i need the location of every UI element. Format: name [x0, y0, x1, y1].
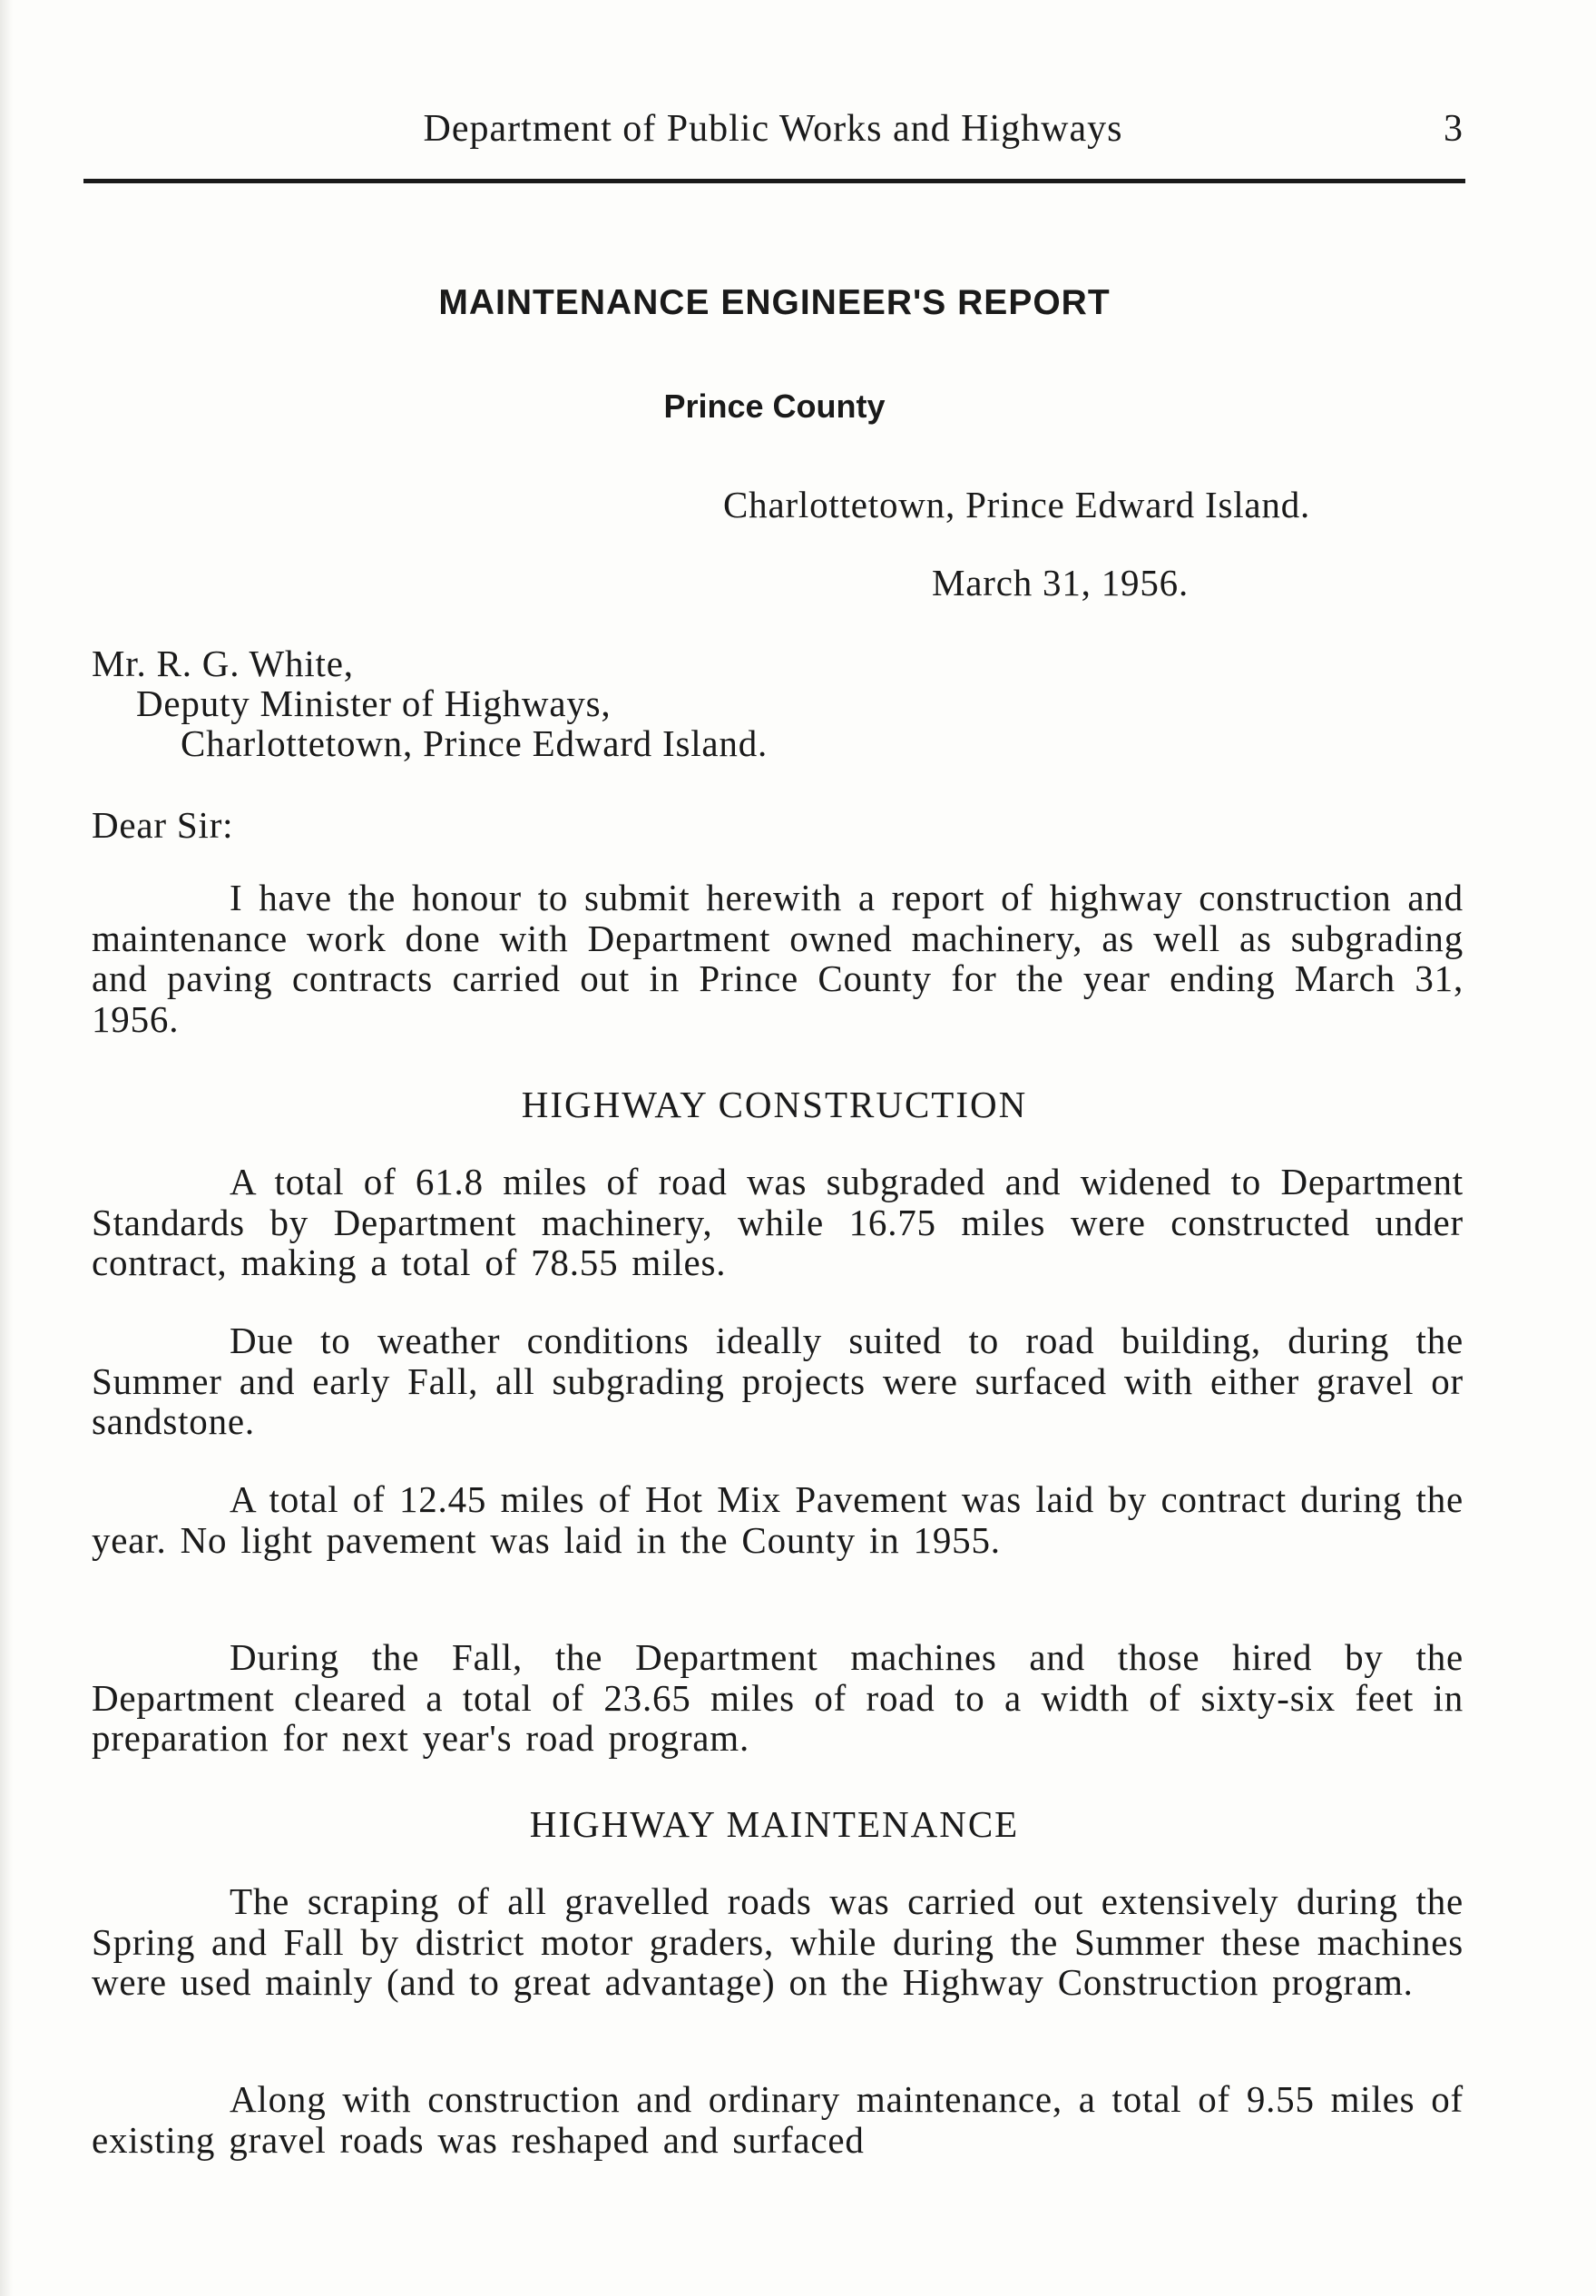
header-rule: [83, 179, 1465, 183]
running-title: Department of Public Works and Highways: [423, 108, 1123, 150]
maintenance-paragraph: Along with construction and ordinary maintenance, a total of 9.55 miles of existing gravel roads was reshaped and surfaced: [92, 2078, 1464, 2161]
addressee-name: Mr. R. G. White,: [92, 643, 354, 684]
running-header: [83, 107, 1463, 162]
maintenance-paragraph: The scraping of all gravelled roads was carried out extensively during the Spring and Fall by district motor graders, while during the Summer these machines were used mainly (and to great advantage) on the Highway Construction program.: [92, 1880, 1464, 2003]
section-heading-construction: HIGHWAY CONSTRUCTION: [521, 1084, 1028, 1125]
construction-paragraph: During the Fall, the Department machines and those hired by the Department cleared a total of 23.65 miles of road to a width of sixty-six feet in preparation for next year's road program.: [92, 1636, 1464, 1759]
page-edge-shadow: [0, 0, 13, 2296]
construction-paragraph: Due to weather conditions ideally suited to road building, during the Summer and early Fall, all subgrading projects were surfaced with either gravel or sandstone.: [92, 1320, 1464, 1442]
intro-paragraph: I have the honour to submit herewith a report of highway construction and maintenance work done with Department owned machinery, as well as subgrading and paving contracts carried out in Prince County for the year ending March 31, 1956.: [92, 877, 1464, 1040]
addressee-location: Charlottetown, Prince Edward Island.: [181, 722, 769, 764]
dateline-date: March 31, 1956.: [932, 562, 1190, 603]
report-title: MAINTENANCE ENGINEER'S REPORT: [438, 283, 1111, 322]
salutation: Dear Sir:: [92, 804, 234, 846]
addressee-title: Deputy Minister of Highways,: [136, 682, 612, 724]
page-number: 3: [1444, 108, 1463, 150]
dateline-place: Charlottetown, Prince Edward Island.: [723, 484, 1311, 525]
county-heading: Prince County: [663, 388, 886, 425]
construction-paragraph: A total of 12.45 miles of Hot Mix Pavement was laid by contract during the year. No light pavement was laid in the County in 1955.: [92, 1478, 1464, 1561]
section-heading-maintenance: HIGHWAY MAINTENANCE: [529, 1803, 1020, 1845]
construction-paragraph: A total of 61.8 miles of road was subgraded and widened to Department Standards by Department machinery, while 16.75 miles were constructed under contract, making a total of 78.55 miles.: [92, 1161, 1464, 1283]
